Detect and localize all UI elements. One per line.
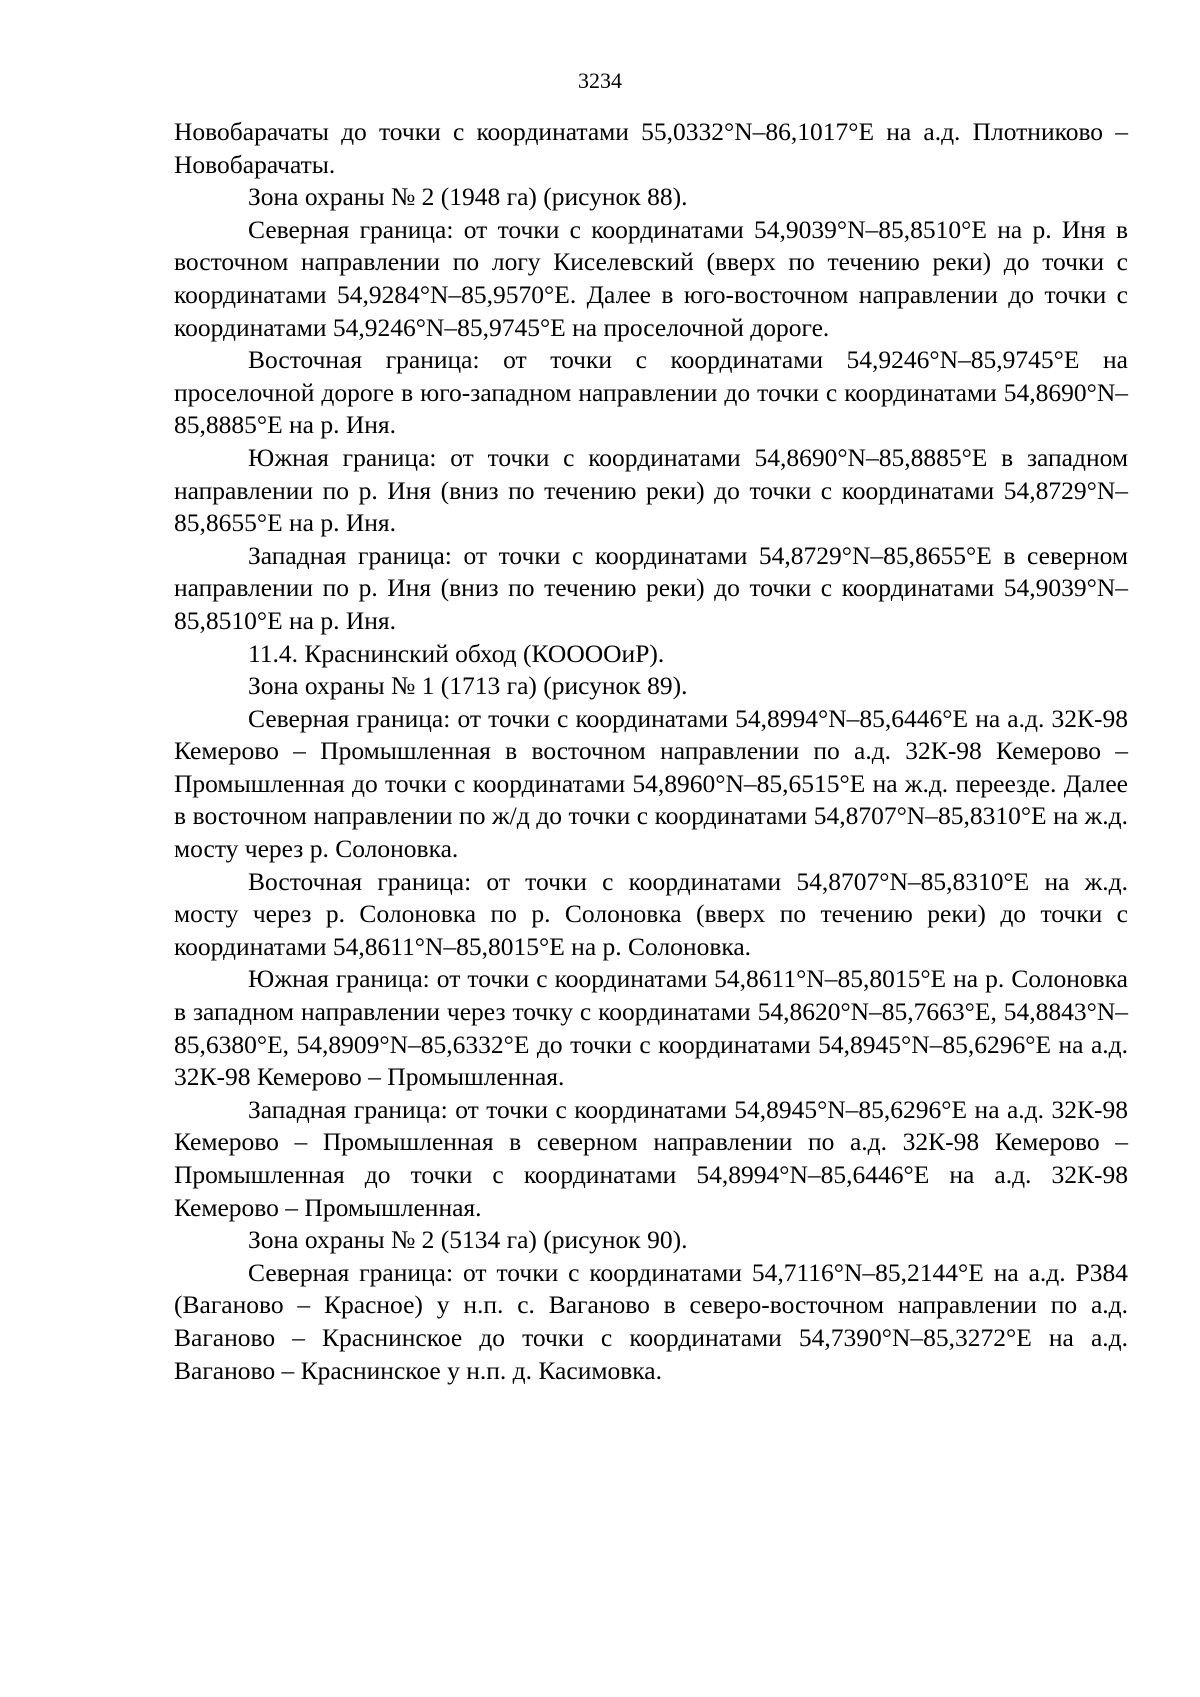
paragraph: Восточная граница: от точки с координатами 54,9246°N–85,9745°E на проселочной дороге в юго-западном направлении до точки с координатами 54,8690°N–85,8885°E на р. Иня. xyxy=(174,345,1128,440)
paragraph: Новобарачаты до точки с координатами 55,0332°N–86,1017°E на а.д. Плотниково – Новобарачаты. xyxy=(174,117,1128,179)
paragraph: Зона охраны № 2 (1948 га) (рисунок 88). xyxy=(248,182,688,212)
paragraph: Южная граница: от точки с координатами 54,8611°N–85,8015°E на р. Солоновка в западном направлении через точку с координатами 54,8620°N–85,7663°E, 54,8843°N–85,6380°E, 54,8909°N–85,6332°E до точки с координатами 54,8945°N–85,6296°E на а.д. 32К-98 Кемерово – Промышленная. xyxy=(174,964,1128,1092)
paragraph: Северная граница: от точки с координатами 54,7116°N–85,2144°E на а.д. Р384 (Ваганово – Красное) у н.п. с. Ваганово в северо-восточном направлении по а.д. Ваганово – Краснинское до точки с координатами 54,7390°N–85,3272°E на а.д. Ваганово – Краснинское у н.п. д. Касимовка. xyxy=(174,1257,1128,1385)
paragraph: Восточная граница: от точки с координатами 54,8707°N–85,8310°E на ж.д. мосту через р. Солоновка по р. Солоновка (вверх по течению реки) до точки с координатами 54,8611°N–85,8015°E на р. Солоновка. xyxy=(174,866,1128,961)
paragraph: Северная граница: от точки с координатами 54,9039°N–85,8510°E на р. Иня в восточном направлении по логу Киселевский (вверх по течению реки) до точки с координатами 54,9284°N–85,9570°E. Далее в юго-восточном направлении до точки с координатами 54,9246°N–85,9745°E на проселочной дороге. xyxy=(174,214,1128,342)
paragraph: Западная граница: от точки с координатами 54,8729°N–85,8655°E в северном направлении по р. Иня (вниз по течению реки) до точки с координатами 54,9039°N–85,8510°E на р. Иня. xyxy=(174,540,1128,635)
paragraph: Западная граница: от точки с координатами 54,8945°N–85,6296°E на а.д. 32К-98 Кемерово – Промышленная в северном направлении по а.д. 32К-98 Кемерово – Промышленная до точки с координатами 54,8994°N–85,6446°E на а.д. 32К-98 Кемерово – Промышленная. xyxy=(174,1094,1128,1222)
paragraph: Северная граница: от точки с координатами 54,8994°N–85,6446°E на а.д. 32К-98 Кемерово – Промышленная в восточном направлении по а.д. 32К-98 Кемерово – Промышленная до точки с координатами 54,8960°N–85,6515°E на ж.д. переезде. Далее в восточном направлении по ж/д до точки с координатами 54,8707°N–85,8310°E на ж.д. мосту через р. Солоновка. xyxy=(174,703,1128,864)
paragraph: Зона охраны № 2 (5134 га) (рисунок 90). xyxy=(248,1225,688,1255)
section-heading: 11.4. Краснинский обход (КООООиР). xyxy=(248,638,665,668)
document-body xyxy=(174,116,1128,1387)
page-number: 3234 xyxy=(578,68,622,93)
paragraph: Зона охраны № 1 (1713 га) (рисунок 89). xyxy=(248,671,688,701)
paragraph: Южная граница: от точки с координатами 54,8690°N–85,8885°E в западном направлении по р. Иня (вниз по течению реки) до точки с координатами 54,8729°N–85,8655°E на р. Иня. xyxy=(174,442,1128,538)
